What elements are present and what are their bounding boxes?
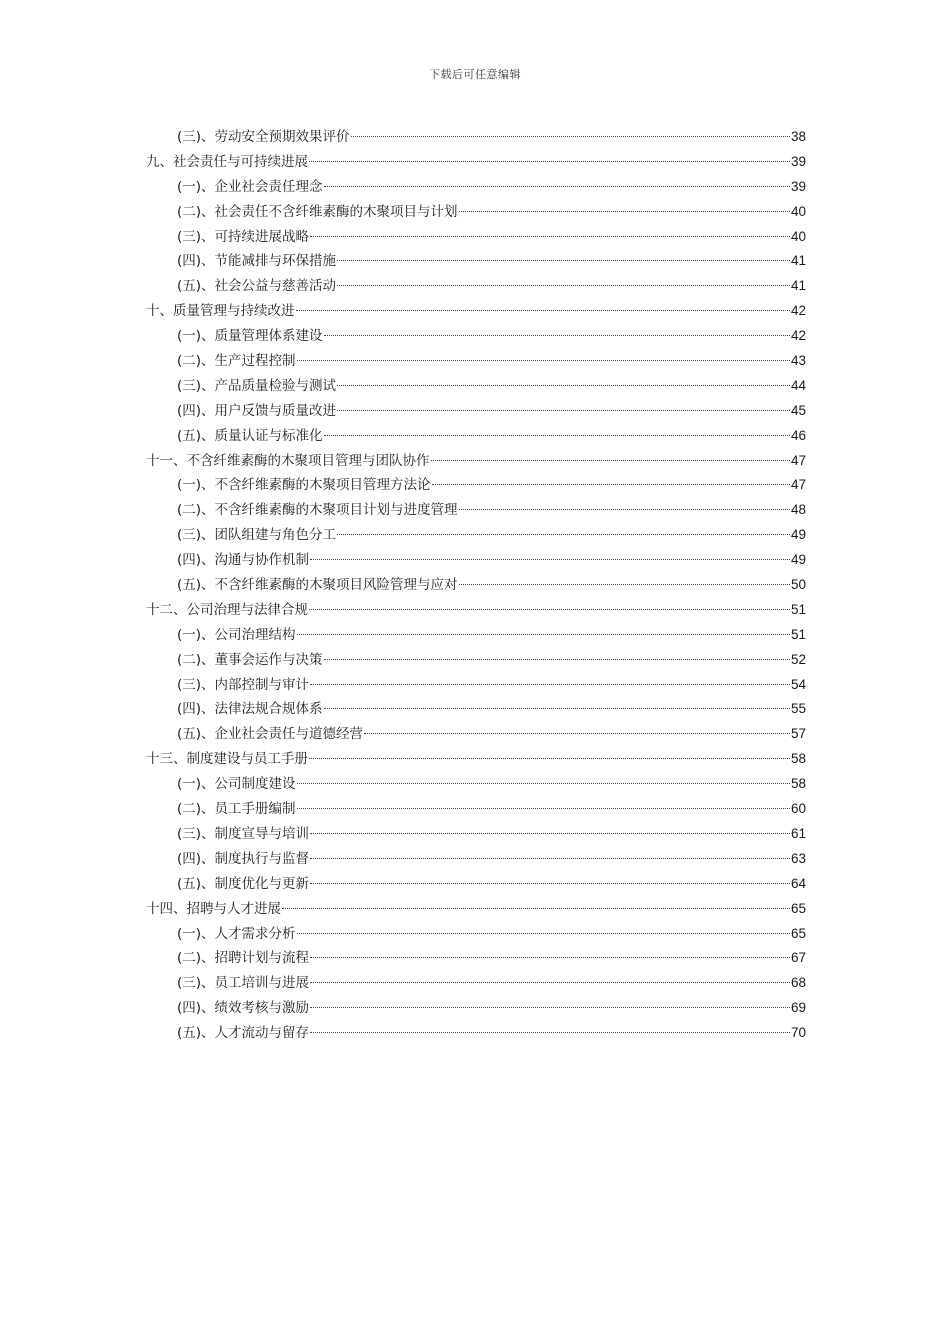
- toc-page-number: 65: [790, 925, 806, 941]
- toc-section-entry[interactable]: [146, 175, 806, 200]
- toc-dot-leader: [459, 509, 790, 510]
- toc-page-number: 41: [790, 278, 806, 294]
- toc-page-number: 47: [790, 452, 806, 468]
- toc-chapter-entry[interactable]: [146, 747, 806, 772]
- toc-page-number: 41: [790, 253, 806, 269]
- toc-page-number: 69: [790, 1000, 806, 1016]
- toc-entry-title: (五)、不含纤维素酶的木聚项目风险管理与应对: [177, 577, 458, 594]
- toc-dot-leader: [297, 634, 790, 635]
- toc-entry-title: (二)、招聘计划与流程: [177, 950, 310, 967]
- toc-dot-leader: [297, 808, 790, 809]
- toc-entry-title: (三)、制度宣导与培训: [177, 825, 310, 842]
- toc-dot-leader: [431, 460, 790, 461]
- toc-entry-title: 九、社会责任与可持续进展: [146, 153, 308, 170]
- toc-section-entry[interactable]: [146, 324, 806, 349]
- toc-dot-leader: [310, 1007, 790, 1008]
- toc-section-entry[interactable]: [146, 697, 806, 722]
- toc-section-entry[interactable]: [146, 498, 806, 523]
- page-header: 下载后可任意编辑: [429, 68, 521, 81]
- toc-section-entry[interactable]: [146, 573, 806, 598]
- toc-section-entry[interactable]: [146, 847, 806, 872]
- toc-dot-leader: [324, 335, 790, 336]
- toc-section-entry[interactable]: [146, 946, 806, 971]
- toc-page-number: 63: [790, 850, 806, 866]
- toc-chapter-entry[interactable]: [146, 897, 806, 922]
- toc-dot-leader: [310, 883, 790, 884]
- toc-section-entry[interactable]: [146, 971, 806, 996]
- toc-entry-title: (五)、人才流动与留存: [177, 1025, 310, 1042]
- toc-dot-leader: [324, 659, 790, 660]
- toc-entry-title: 十、质量管理与持续改进: [146, 303, 295, 320]
- toc-entry-title: (一)、公司制度建设: [177, 776, 296, 793]
- toc-page-number: 42: [790, 328, 806, 344]
- toc-page-number: 39: [790, 178, 806, 194]
- toc-section-entry[interactable]: [146, 548, 806, 573]
- toc-page-number: 61: [790, 825, 806, 841]
- toc-page-number: 51: [790, 601, 806, 617]
- toc-entry-title: (四)、用户反馈与质量改进: [177, 402, 337, 419]
- toc-section-entry[interactable]: [146, 349, 806, 374]
- toc-dot-leader: [309, 161, 790, 162]
- toc-page-number: 60: [790, 801, 806, 817]
- toc-dot-leader: [459, 211, 790, 212]
- toc-entry-title: (四)、节能减排与环保措施: [177, 253, 337, 270]
- toc-dot-leader: [432, 484, 790, 485]
- toc-entry-title: (二)、董事会运作与决策: [177, 651, 323, 668]
- toc-entry-title: (五)、社会公益与慈善活动: [177, 278, 337, 295]
- toc-dot-leader: [297, 783, 790, 784]
- toc-page-number: 45: [790, 402, 806, 418]
- toc-dot-leader: [309, 758, 790, 759]
- toc-dot-leader: [459, 584, 790, 585]
- toc-page-number: 51: [790, 626, 806, 642]
- toc-dot-leader: [337, 385, 790, 386]
- toc-dot-leader: [337, 260, 790, 261]
- toc-page-number: 55: [790, 701, 806, 717]
- toc-entry-title: (一)、质量管理体系建设: [177, 328, 323, 345]
- toc-page-number: 52: [790, 651, 806, 667]
- toc-page-number: 68: [790, 975, 806, 991]
- toc-dot-leader: [364, 733, 790, 734]
- toc-dot-leader: [297, 933, 790, 934]
- toc-section-entry[interactable]: [146, 1021, 806, 1046]
- toc-section-entry[interactable]: [146, 872, 806, 897]
- toc-entry-title: (二)、社会责任不含纤维素酶的木聚项目与计划: [177, 203, 458, 220]
- toc-entry-title: (一)、人才需求分析: [177, 925, 296, 942]
- toc-dot-leader: [310, 559, 790, 560]
- toc-page-number: 44: [790, 377, 806, 393]
- toc-entry-title: (四)、沟通与协作机制: [177, 552, 310, 569]
- toc-section-entry[interactable]: [146, 623, 806, 648]
- toc-dot-leader: [310, 982, 790, 983]
- toc-entry-title: (五)、制度优化与更新: [177, 875, 310, 892]
- toc-page-number: 49: [790, 552, 806, 568]
- toc-section-entry[interactable]: [146, 523, 806, 548]
- toc-section-entry[interactable]: [146, 648, 806, 673]
- toc-page-number: 67: [790, 950, 806, 966]
- toc-entry-title: (五)、质量认证与标准化: [177, 427, 323, 444]
- toc-page-number: 50: [790, 577, 806, 593]
- toc-chapter-entry[interactable]: [146, 150, 806, 175]
- toc-entry-title: (一)、不含纤维素酶的木聚项目管理方法论: [177, 477, 431, 494]
- toc-page-number: 64: [790, 875, 806, 891]
- toc-page-number: 70: [790, 1025, 806, 1041]
- toc-dot-leader: [282, 908, 790, 909]
- toc-section-entry[interactable]: [146, 424, 806, 449]
- toc-page-number: 39: [790, 153, 806, 169]
- toc-section-entry[interactable]: [146, 797, 806, 822]
- toc-entry-title: 十一、不含纤维素酶的木聚项目管理与团队协作: [146, 452, 430, 469]
- toc-page-number: 48: [790, 502, 806, 518]
- toc-page-number: 40: [790, 203, 806, 219]
- toc-entry-title: (三)、团队组建与角色分工: [177, 527, 337, 544]
- toc-entry-title: (三)、内部控制与审计: [177, 676, 310, 693]
- toc-dot-leader: [310, 858, 790, 859]
- toc-section-entry[interactable]: [146, 274, 806, 299]
- toc-chapter-entry[interactable]: [146, 449, 806, 474]
- toc-dot-leader: [310, 957, 790, 958]
- toc-dot-leader: [324, 186, 790, 187]
- toc-dot-leader: [337, 534, 790, 535]
- toc-page-number: 58: [790, 751, 806, 767]
- toc-section-entry[interactable]: [146, 225, 806, 250]
- toc-entry-title: 十四、招聘与人才进展: [146, 900, 281, 917]
- toc-page-number: 49: [790, 527, 806, 543]
- toc-entry-title: (四)、法律法规合规体系: [177, 701, 323, 718]
- table-of-contents: [146, 125, 806, 1046]
- toc-section-entry[interactable]: [146, 772, 806, 797]
- toc-section-entry[interactable]: [146, 249, 806, 274]
- toc-entry-title: 十二、公司治理与法律合规: [146, 601, 308, 618]
- toc-entry-title: (四)、制度执行与监督: [177, 850, 310, 867]
- toc-entry-title: (二)、不含纤维素酶的木聚项目计划与进度管理: [177, 502, 458, 519]
- toc-section-entry[interactable]: [146, 125, 806, 150]
- toc-dot-leader: [324, 435, 790, 436]
- toc-page-number: 65: [790, 900, 806, 916]
- toc-dot-leader: [337, 285, 790, 286]
- toc-dot-leader: [310, 833, 790, 834]
- toc-page-number: 47: [790, 477, 806, 493]
- toc-page-number: 46: [790, 427, 806, 443]
- toc-section-entry[interactable]: [146, 722, 806, 747]
- toc-dot-leader: [296, 310, 790, 311]
- toc-section-entry[interactable]: [146, 822, 806, 847]
- toc-dot-leader: [297, 360, 790, 361]
- toc-section-entry[interactable]: [146, 996, 806, 1021]
- toc-chapter-entry[interactable]: [146, 598, 806, 623]
- toc-entry-title: (一)、企业社会责任理念: [177, 178, 323, 195]
- toc-page-number: 38: [790, 129, 806, 144]
- toc-dot-leader: [310, 236, 790, 237]
- toc-entry-title: (二)、生产过程控制: [177, 353, 296, 370]
- toc-dot-leader: [351, 136, 790, 137]
- toc-section-entry[interactable]: [146, 922, 806, 947]
- toc-entry-title: (三)、劳动安全预期效果评价: [177, 129, 350, 145]
- toc-entry-title: (四)、绩效考核与激励: [177, 1000, 310, 1017]
- toc-section-entry[interactable]: [146, 473, 806, 498]
- toc-page-number: 42: [790, 303, 806, 319]
- toc-page-number: 54: [790, 676, 806, 692]
- toc-entry-title: (三)、产品质量检验与测试: [177, 377, 337, 394]
- toc-dot-leader: [310, 684, 790, 685]
- toc-entry-title: (三)、可持续进展战略: [177, 228, 310, 245]
- toc-entry-title: (三)、员工培训与进展: [177, 975, 310, 992]
- toc-section-entry[interactable]: [146, 374, 806, 399]
- toc-page-number: 58: [790, 776, 806, 792]
- toc-section-entry[interactable]: [146, 200, 806, 225]
- toc-page-number: 40: [790, 228, 806, 244]
- toc-chapter-entry[interactable]: [146, 299, 806, 324]
- toc-entry-title: (二)、员工手册编制: [177, 801, 296, 818]
- toc-page-number: 57: [790, 726, 806, 742]
- toc-dot-leader: [310, 1032, 790, 1033]
- toc-entry-title: 十三、制度建设与员工手册: [146, 751, 308, 768]
- toc-entry-title: (五)、企业社会责任与道德经营: [177, 726, 364, 743]
- toc-dot-leader: [324, 708, 790, 709]
- toc-dot-leader: [337, 410, 790, 411]
- toc-entry-title: (一)、公司治理结构: [177, 626, 296, 643]
- toc-dot-leader: [309, 609, 790, 610]
- toc-section-entry[interactable]: [146, 673, 806, 698]
- toc-page-number: 43: [790, 353, 806, 369]
- toc-section-entry[interactable]: [146, 399, 806, 424]
